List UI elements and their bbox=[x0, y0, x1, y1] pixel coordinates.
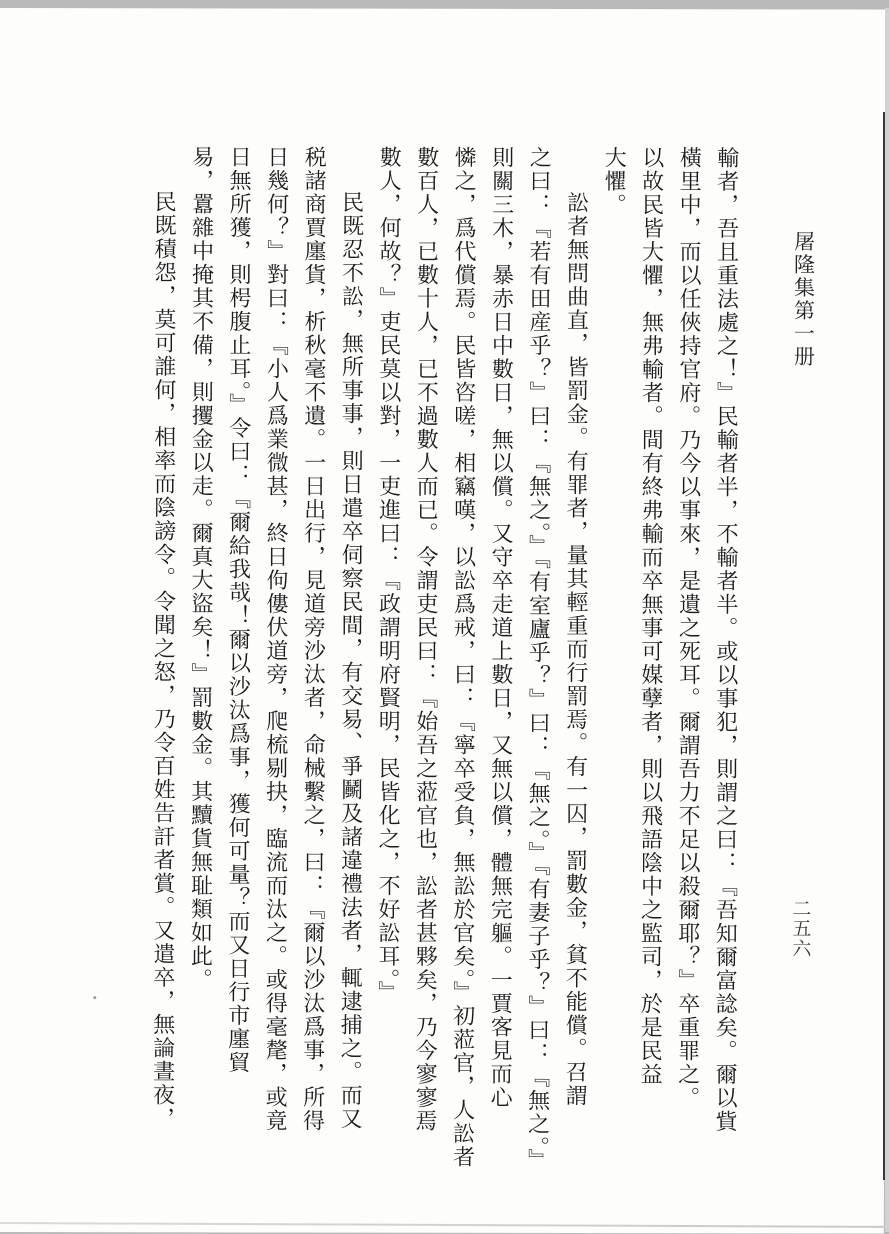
text-column: 橫里中，而以任俠持官府。乃今以事來，是遺之死耳。爾謂吾力不足以殺爾耶？』卒重罪之。 bbox=[674, 146, 702, 1110]
text-column: 則關三木，暴赤日中數日，無以償。又守卒走道上數日，又無以償，體無完軀。一賈客見而心 bbox=[487, 145, 514, 1110]
scanned-page bbox=[0, 8, 886, 1234]
text-column: 輸者，吾且重法處之！』民輸者半，不輸者半。或以事犯，則謂之曰：『吾知爾富諗矣。爾以貲 bbox=[712, 146, 739, 1134]
text-column: 以故民皆大懼，無弗輸者。間有終弗輸而卒無事可媒孽者，則以飛語陰中之監司，於是民益 bbox=[637, 146, 664, 1087]
scan-crease-line bbox=[0, 1222, 887, 1228]
page-number: 二五六 bbox=[789, 898, 812, 959]
text-column-paragraph-start: 民既積怨，莫可誰何，相率而陰謗令。令聞之怒，乃令百姓告訐者賞。又遣卒，無論晝夜， bbox=[149, 190, 177, 1131]
dust-speck bbox=[93, 996, 96, 999]
scan-edge-shade bbox=[885, 8, 889, 1232]
text-column: 日無所獲，則枵腹止耳。』令曰：『爾給我哉！爾以沙汰爲事，獲何可量？而又日行市廛貿 bbox=[224, 145, 252, 1075]
text-column: 數人，何故？』吏民莫以對，一吏進曰：『政謂明府賢明，民皆化之，不好訟耳。』 bbox=[374, 145, 402, 1005]
scan-edge-line bbox=[883, 112, 885, 1180]
text-column: 日幾何？』對曰：『小人爲業微甚，終日佝僂伏道旁，爬梳剔抉，臨流而汰之。或得毫氂，或竟 bbox=[262, 145, 289, 1133]
main-text-block bbox=[141, 145, 745, 1172]
text-column: 數百人，已數十人，已不過數人而已。令謂吏民曰：『始吾之蒞官也，訟者甚夥矣，乃今寥寥焉 bbox=[412, 145, 439, 1133]
text-column: 之曰：『若有田産乎？』曰：『無之。』『有室廬乎？』曰：『無之。』『有妻子乎？』曰：『無之。』 bbox=[524, 145, 552, 1172]
text-column-paragraph-start: 訟者無問曲直，皆罰金。有罪者，量其輕重而行罰焉。有一囚，罰數金，貧不能償。召謂 bbox=[562, 190, 589, 1108]
text-column: 憐之，爲代償焉。民皆咨嗟，相竊嘆，以訟爲戒，曰：『寧卒受負，無訟於官矣。』初蒞官，人訟者 bbox=[449, 145, 477, 1169]
text-column: 税諸商賈廛貨，析秋毫不遺。一日出行，見道旁沙汰者，命械繫之，曰：『爾以沙汰爲事，所得 bbox=[299, 145, 327, 1133]
text-column-paragraph-start: 民既忍不訟，無所事事，則日遣卒伺察民間，有交易、爭鬭及諸違禮法者，輒逮捕之。而又 bbox=[337, 190, 364, 1131]
running-head-title: 屠隆集第一册 bbox=[791, 230, 816, 369]
text-column: 大懼。 bbox=[601, 146, 627, 217]
text-column: 易，囂雜中掩其不備，則攫金以走。爾真大盜矣！』罰數金。其黷貨無耻類如此。 bbox=[187, 145, 214, 992]
